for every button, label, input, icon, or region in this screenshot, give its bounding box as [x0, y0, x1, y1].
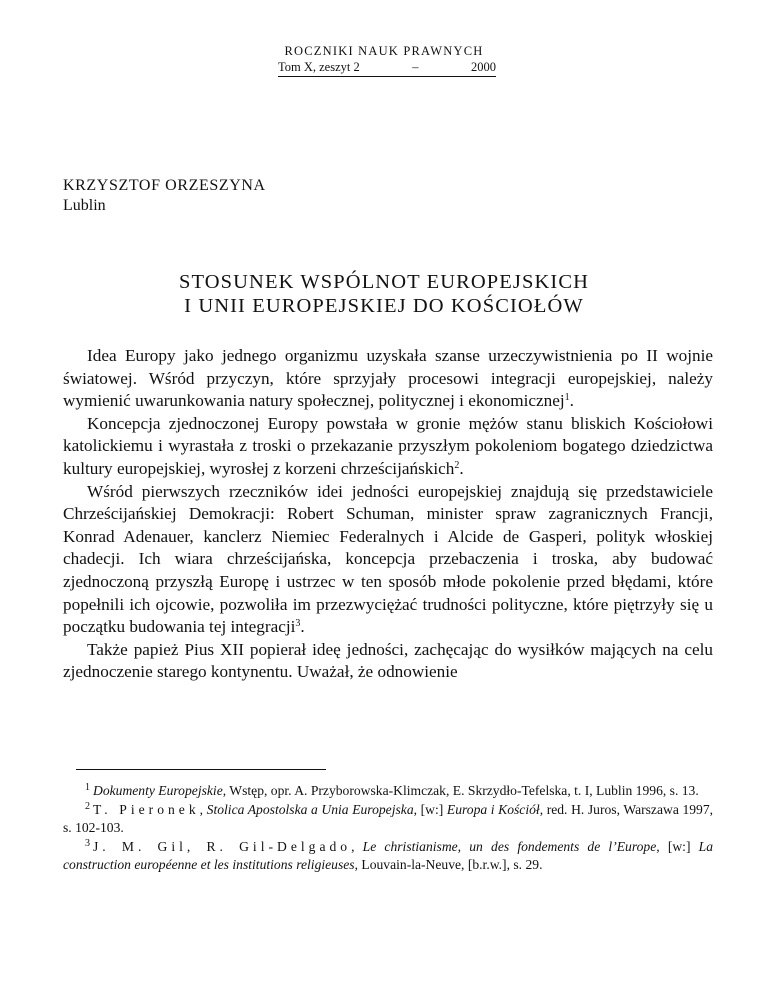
title-line-2: I UNII EUROPEJSKIEJ DO KOŚCIOŁÓW [184, 295, 584, 317]
paragraph-text: Idea Europy jako jednego organizmu uzyskała szanse urzeczywistnienia po II wojnie światowej. Wśród przyczyn, które sprzyjały procesowi integracji europejskiej, należy wymienić uwarunkowania natury społecznej, politycznej i ekonomicznej [63, 346, 713, 411]
footnote-text: , Louvain-la-Neuve, [b.r.w.], s. 29. [354, 857, 543, 872]
footnote-ref-3[interactable]: 3 [295, 618, 301, 630]
footnote-number: 3 [85, 837, 90, 849]
footnote-ref-1[interactable]: 1 [564, 392, 570, 404]
footnotes [63, 782, 713, 875]
footnote-title: Dokumenty Europejskie [93, 783, 223, 798]
footnote-number: 1 [85, 782, 90, 793]
footnote-text: , red. H. Juros, Warszawa 1997, s. 102-103. [63, 801, 714, 835]
paragraph-end: . [300, 617, 305, 637]
footnote-3 [63, 838, 713, 875]
article-title [0, 270, 768, 318]
footnote-sep: , [351, 838, 363, 854]
footnote-2 [63, 801, 713, 838]
article-body [63, 345, 713, 684]
paragraph-1 [63, 345, 713, 413]
journal-issue-line [278, 60, 496, 77]
issue-year: 2000 [471, 60, 496, 74]
footnote-text: , [w:] [413, 801, 447, 817]
paragraph-text: Także papież Pius XII popierał ideę jedności, zachęcając do wysiłków mających na celu zjednoczenie starego kontynentu. Uważał, że odnowienie [63, 639, 713, 682]
footnote-number: 2 [85, 800, 90, 812]
footnote-title: Stolica Apostolska a Unia Europejska [206, 801, 414, 817]
issue-dash: – [412, 60, 419, 74]
footnote-book: Europa i Kościół [446, 801, 540, 817]
author-city: Lublin [63, 197, 106, 214]
issue-volume: Tom X, zeszyt 2 [278, 60, 360, 74]
author-name: KRZYSZTOF ORZESZYNA [63, 177, 266, 194]
journal-name: ROCZNIKI NAUK PRAWNYCH [284, 44, 484, 58]
footnote-1 [63, 782, 713, 801]
footnote-text: , [w:] [656, 838, 699, 854]
paragraph-text: Wśród pierwszych rzeczników idei jedności europejskiej znajdują się przedstawiciele Chrześcijańskiej Demokracji: Robert Schuman, minister spraw zagranicznych Francji, Konrad Adenauer, kanclerz Niemiec Federalnych i Alcide de Gasperi, polityk włoskiej chadecji. Ich wiara chrześcijańska, koncepcja przebaczenia i troska, aby budować zjednoczoną przyszłą Europę i ustrzec w ten sposób młode pokolenie przed błędami, które popełnili ich ojcowie, pozwoliła im przezwyciężać trudności polityczne, które piętrzyły się u początku budowania tej integracji [63, 481, 713, 637]
paragraph-2 [63, 413, 713, 481]
paragraph-text: Koncepcja zjednoczonej Europy powstała w gronie mężów stanu bliskich Kościołowi katolickiemu i wyrastała z troski o przekazanie przyszłym pokoleniom bogatego dziedzictwa kultury europejskiej, wyrosłej z korzeni chrześcijańskich [63, 413, 713, 478]
paragraph-end: . [459, 458, 464, 478]
footnote-book: La construction européenne et les institutions religieuses [63, 838, 714, 872]
footnote-text: , Wstęp, opr. A. Przyborowska-Klimczak, E. Skrzydło-Tefelska, t. I, Lublin 1996, s. 13. [222, 783, 699, 798]
title-line-1: STOSUNEK WSPÓLNOT EUROPEJSKICH [178, 271, 590, 293]
paragraph-3 [63, 481, 713, 639]
journal-header [250, 44, 518, 77]
footnote-author: T. Pieronek [93, 801, 200, 817]
footnote-author: J. M. Gil, R. Gil-Delgado [93, 838, 352, 854]
footnote-ref-2[interactable]: 2 [454, 459, 460, 471]
footnote-sep: , [199, 801, 207, 817]
paragraph-end: . [569, 391, 574, 411]
paragraph-4 [63, 639, 713, 684]
footnote-title: Le christianisme, un des fondements de l’Europe [362, 838, 657, 854]
footnote-divider [76, 769, 326, 770]
